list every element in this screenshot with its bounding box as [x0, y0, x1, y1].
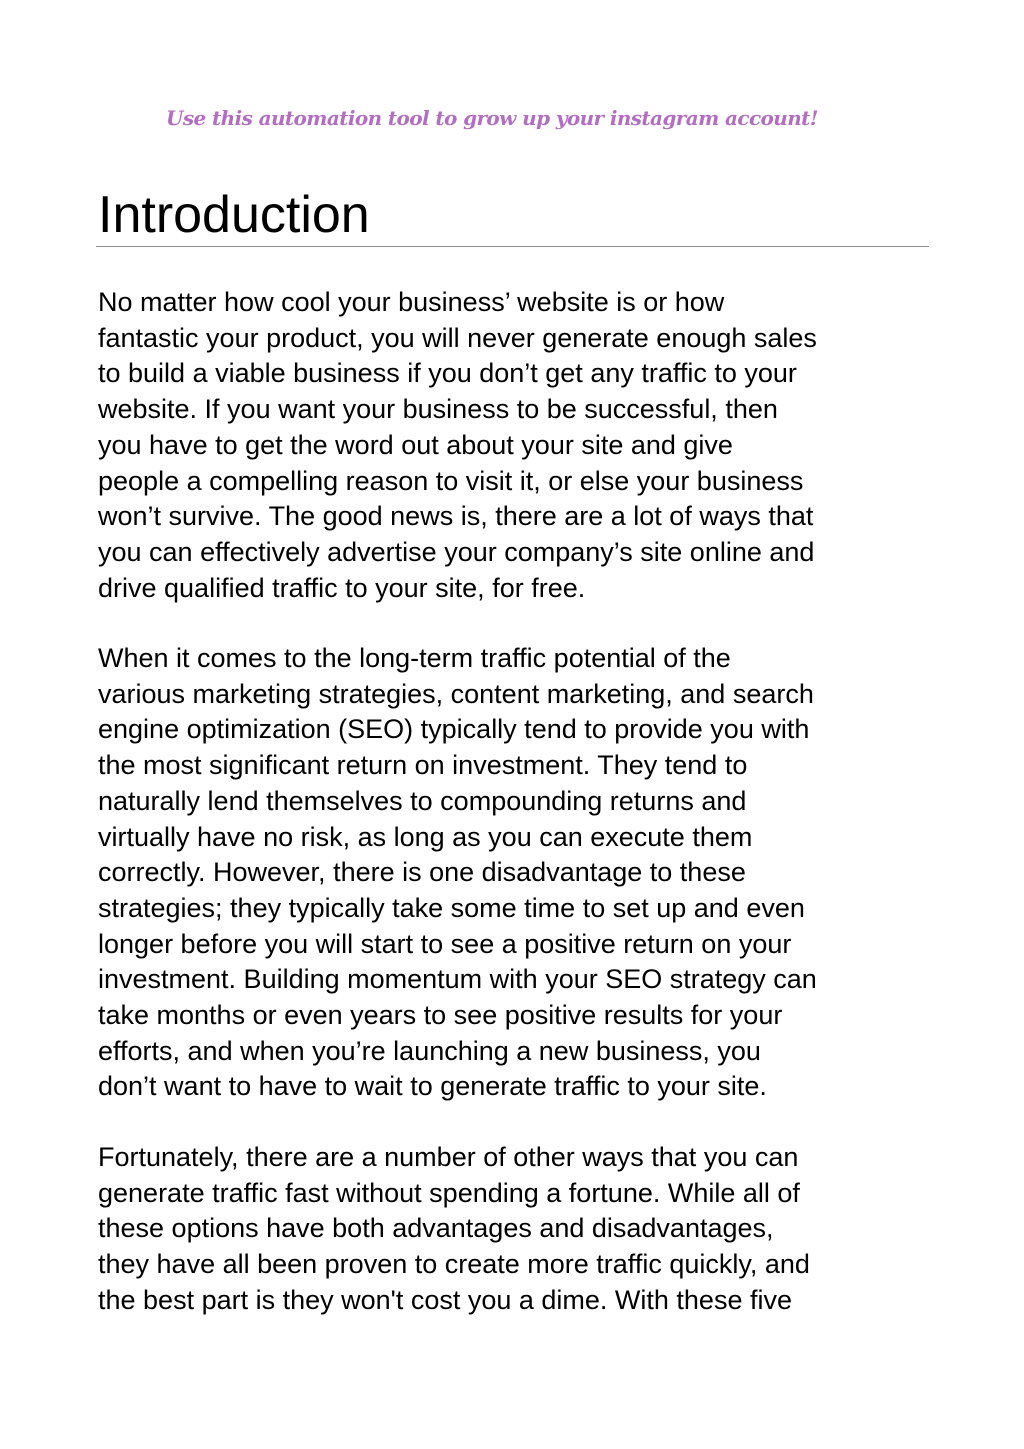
paragraph-line: generate traffic fast without spending a fortune. While all of — [98, 1177, 800, 1208]
page-title: Introduction — [98, 186, 370, 244]
paragraph-line: you have to get the word out about your site and give — [98, 429, 733, 460]
paragraph-line: efforts, and when you’re launching a new business, you — [98, 1035, 761, 1066]
paragraph-line: longer before you will start to see a positive return on your — [98, 928, 792, 959]
paragraph-line: these options have both advantages and disadvantages, — [98, 1213, 774, 1244]
paragraph-3 — [98, 1140, 930, 1319]
paragraph-line: Fortunately, there are a number of other ways that you can — [98, 1142, 799, 1172]
title-underline-divider — [96, 246, 929, 247]
paragraph-line: won’t survive. The good news is, there are a lot of ways that — [98, 501, 814, 532]
paragraph-1 — [98, 285, 930, 606]
paragraph-line: website. If you want your business to be successful, then — [98, 394, 778, 425]
paragraph-line: they have all been proven to create more traffic quickly, and — [98, 1249, 810, 1280]
paragraph-line: When it comes to the long-term traffic potential of the — [98, 643, 731, 673]
paragraph-line: you can effectively advertise your company’s site online and — [98, 536, 815, 567]
paragraph-line: people a compelling reason to visit it, or else your business — [98, 465, 804, 496]
paragraph-line: the best part is they won't cost you a dime. With these five — [98, 1284, 792, 1315]
paragraph-2 — [98, 641, 930, 1105]
paragraph-line: No matter how cool your business’ website is or how — [98, 287, 725, 317]
paragraph-line: correctly. However, there is one disadvantage to these — [98, 857, 746, 888]
paragraph-line: engine optimization (SEO) typically tend to provide you with — [98, 714, 810, 745]
promo-link[interactable]: Use this automation tool to grow up your instagram account! — [166, 106, 818, 130]
paragraph-line: fantastic your product, you will never generate enough sales — [98, 322, 817, 353]
paragraph-line: take months or even years to see positive results for your — [98, 1000, 783, 1031]
paragraph-line: naturally lend themselves to compounding returns and — [98, 785, 747, 816]
paragraph-line: drive qualified traffic to your site, for free. — [98, 572, 586, 603]
paragraph-line: various marketing strategies, content marketing, and search — [98, 678, 814, 709]
paragraph-line: the most significant return on investment. They tend to — [98, 750, 748, 781]
paragraph-line: strategies; they typically take some time to set up and even — [98, 892, 805, 923]
paragraph-line: virtually have no risk, as long as you can execute them — [98, 821, 753, 852]
paragraph-line: don’t want to have to wait to generate traffic to your site. — [98, 1071, 767, 1102]
paragraph-line: to build a viable business if you don’t get any traffic to your — [98, 358, 797, 389]
paragraph-line: investment. Building momentum with your SEO strategy can — [98, 964, 817, 995]
